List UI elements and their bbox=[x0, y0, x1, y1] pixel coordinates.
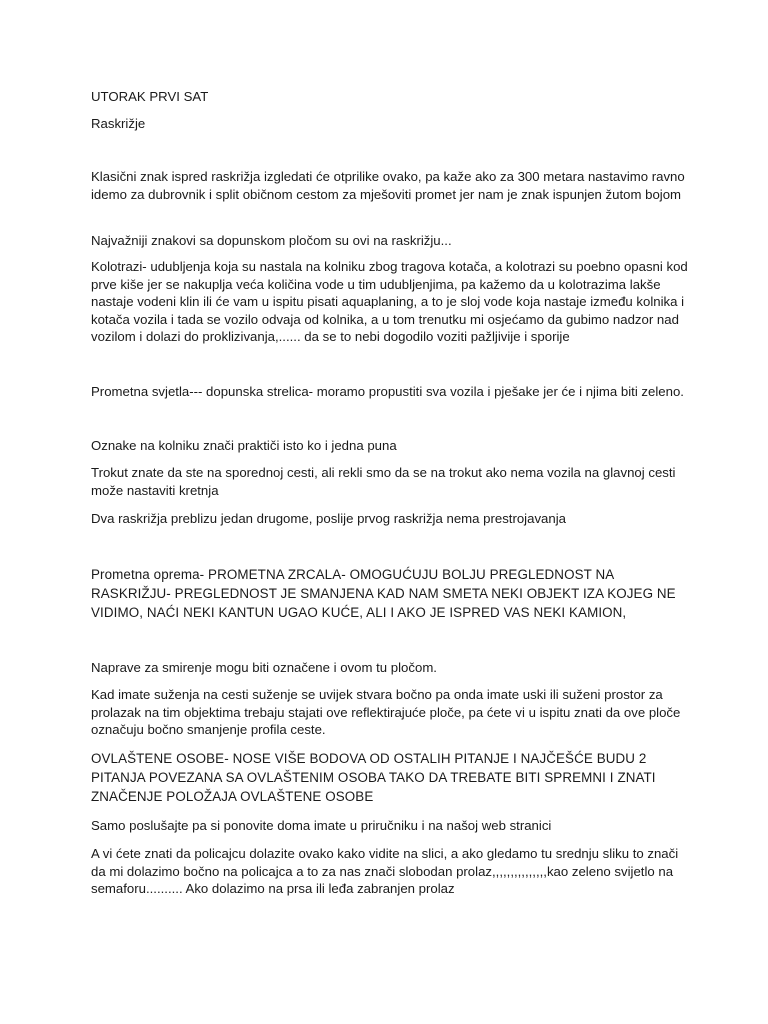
paragraph-2: Najvažniji znakovi sa dopunskom pločom su ovi na raskrižju... bbox=[91, 233, 452, 248]
paragraph-1: Klasični znak ispred raskrižja izgledati će otprilike ovako, pa kaže ako za 300 metara nastavimo ravno idemo za dubrovnik i split običnom cestom za mješoviti promet jer nam je znak ispunjen žutom bojom bbox=[91, 169, 685, 202]
paragraph-9: Naprave za smirenje mogu biti označene i ovom tu pločom. bbox=[91, 660, 437, 675]
paragraph-13: A vi ćete znati da policajcu dolazite ovako kako vidite na slici, a ako gledamo tu srednju sliku to znači da mi dolazimo bočno na policajca a to za nas znači slobodan prolaz,,,,,,,,,,,,,,,kao zeleno svijetlo na semaforu.......... Ako dolazimo na prsa ili leđa zabranjen prolaz bbox=[91, 846, 679, 897]
document-title: UTORAK PRVI SAT bbox=[91, 89, 209, 104]
paragraph-3: Kolotrazi- udubljenja koja su nastala na kolniku zbog tragova kotača, a kolotrazi su poebno opasni kod prve kiše jer se nakuplja veća količina vode u tim udubljenjima, pa kažemo da u kolotrazima lakše nastaje vodeni klin ili će vam u ispitu pisati aquaplaning, a to je sloj vode koja nastaje između kolnika i kotača vozila i tada se vozilo odvaja od kolnika, a u tom trenutku mi osjećamo da gubimo nadzor nad vozilom i dolazi do proklizivanja,...... da se to nebi dogodilo voziti pažljivije i sporije bbox=[91, 259, 688, 345]
paragraph-10: Kad imate suženja na cesti suženje se uvijek stvara bočno pa onda imate uski ili suženi prostor za prolazak na tim objektima trebaju stajati ove reflektirajuće ploče, pa ćete vi u ispitu znati da ove ploče označuju bočno smanjenje profila ceste. bbox=[91, 687, 681, 738]
paragraph-11: OVLAŠTENE OSOBE- NOSE VIŠE BODOVA OD OSTALIH PITANJE I NAJČEŠĆE BUDU 2 PITANJA POVEZANA SA OVLAŠTENIM OSOBA TAKO DA TREBATE BITI SPREMNI I ZNATI ZNAČENJE POLOŽAJA OVLAŠTENE OSOBE bbox=[91, 751, 656, 804]
paragraph-7: Dva raskrižja preblizu jedan drugome, poslije prvog raskrižja nema prestrojavanja bbox=[91, 511, 566, 526]
paragraph-5: Oznake na kolniku znači praktiči isto ko i jedna puna bbox=[91, 438, 397, 453]
paragraph-8: Prometna oprema- PROMETNA ZRCALA- OMOGUĆUJU BOLJU PREGLEDNOST NA RASKRIŽJU- PREGLEDNOST JE SMANJENA KAD NAM SMETA NEKI OBJEKT IZA KOJEG NE VIDIMO, NAĆI NEKI KANTUN UGAO KUĆE, ALI I AKO JE ISPRED VAS NEKI KAMION, bbox=[91, 567, 676, 620]
paragraph-12: Samo poslušajte pa si ponovite doma imate u priručniku i na našoj web stranici bbox=[91, 818, 552, 833]
paragraph-4: Prometna svjetla--- dopunska strelica- moramo propustiti sva vozila i pješake jer će i njima biti zeleno. bbox=[91, 384, 684, 399]
paragraph-6: Trokut znate da ste na sporednoj cesti, ali rekli smo da se na trokut ako nema vozila na glavnoj cesti može nastaviti kretnja bbox=[91, 465, 676, 498]
document-subtitle: Raskrižje bbox=[91, 116, 146, 131]
